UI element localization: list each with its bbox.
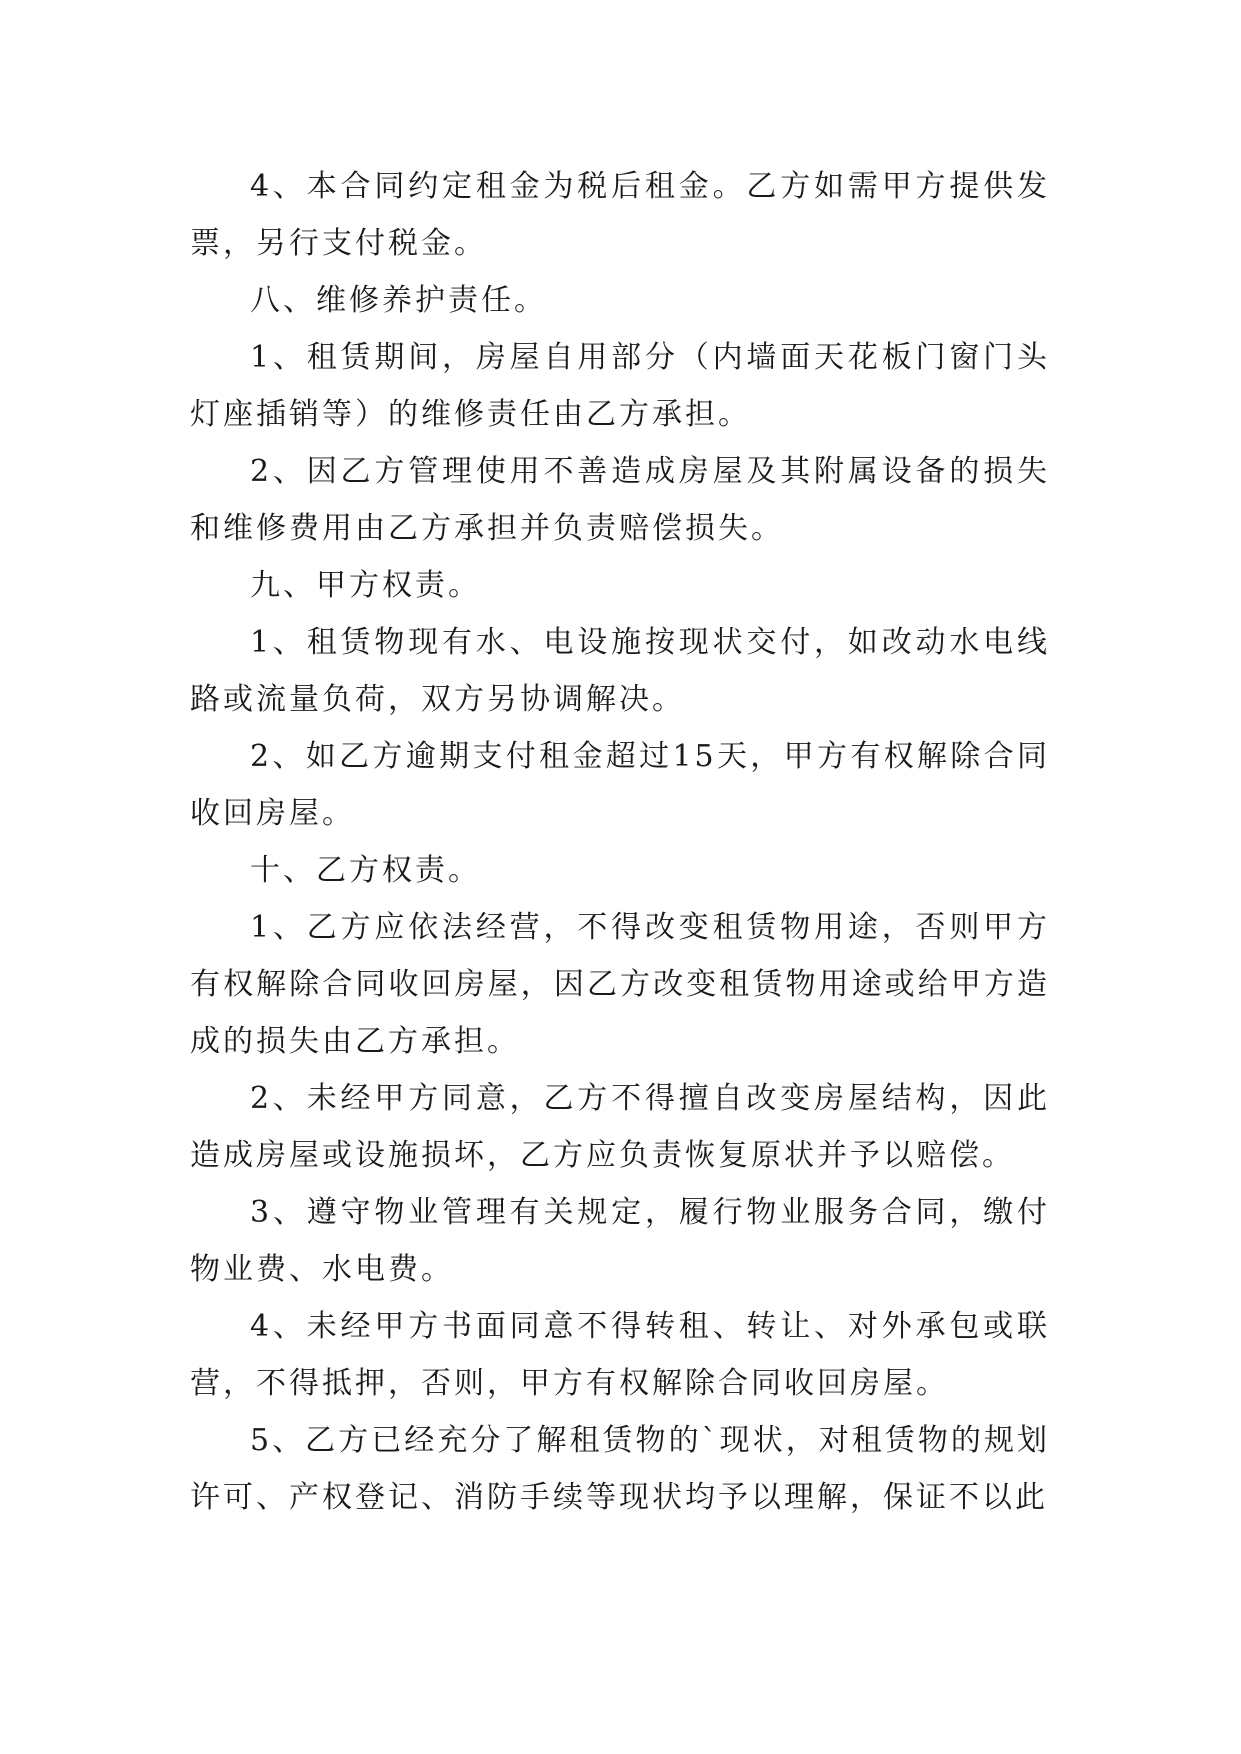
paragraph-party-b-4: 4、未经甲方书面同意不得转租、转让、对外承包或联营，不得抵押，否则，甲方有权解除合同收回房屋。 <box>190 1309 1050 1401</box>
heading-section-8-maintenance: 八、维修养护责任。 <box>250 283 547 318</box>
heading-section-9-party-a: 九、甲方权责。 <box>250 568 481 603</box>
paragraph-party-b-5: 5、乙方已经充分了解租赁物的`现状，对租赁物的规划许可、产权登记、消防手续等现状均予以理解，保证不以此 <box>190 1423 1050 1515</box>
paragraph-party-a-2: 2、如乙方逾期支付租金超过15天，甲方有权解除合同收回房屋。 <box>190 739 1050 831</box>
paragraph-party-b-1: 1、乙方应依法经营，不得改变租赁物用途，否则甲方有权解除合同收回房屋，因乙方改变租赁物用途或给甲方造成的损失由乙方承担。 <box>190 910 1050 1059</box>
paragraph-party-b-3: 3、遵守物业管理有关规定，履行物业服务合同，缴付物业费、水电费。 <box>190 1195 1050 1287</box>
heading-section-10-party-b: 十、乙方权责。 <box>250 853 481 888</box>
paragraph-party-a-1: 1、租赁物现有水、电设施按现状交付，如改动水电线路或流量负荷，双方另协调解决。 <box>190 625 1050 717</box>
paragraph-tax-rent: 4、本合同约定租金为税后租金。乙方如需甲方提供发票，另行支付税金。 <box>190 169 1050 261</box>
paragraph-party-b-2: 2、未经甲方同意，乙方不得擅自改变房屋结构，因此造成房屋或设施损坏，乙方应负责恢复原状并予以赔偿。 <box>190 1081 1050 1173</box>
paragraph-maintenance-1: 1、租赁期间，房屋自用部分（内墙面天花板门窗门头灯座插销等）的维修责任由乙方承担。 <box>190 340 1050 432</box>
document-body <box>190 158 1050 1526</box>
paragraph-maintenance-2: 2、因乙方管理使用不善造成房屋及其附属设备的损失和维修费用由乙方承担并负责赔偿损失。 <box>190 454 1050 546</box>
